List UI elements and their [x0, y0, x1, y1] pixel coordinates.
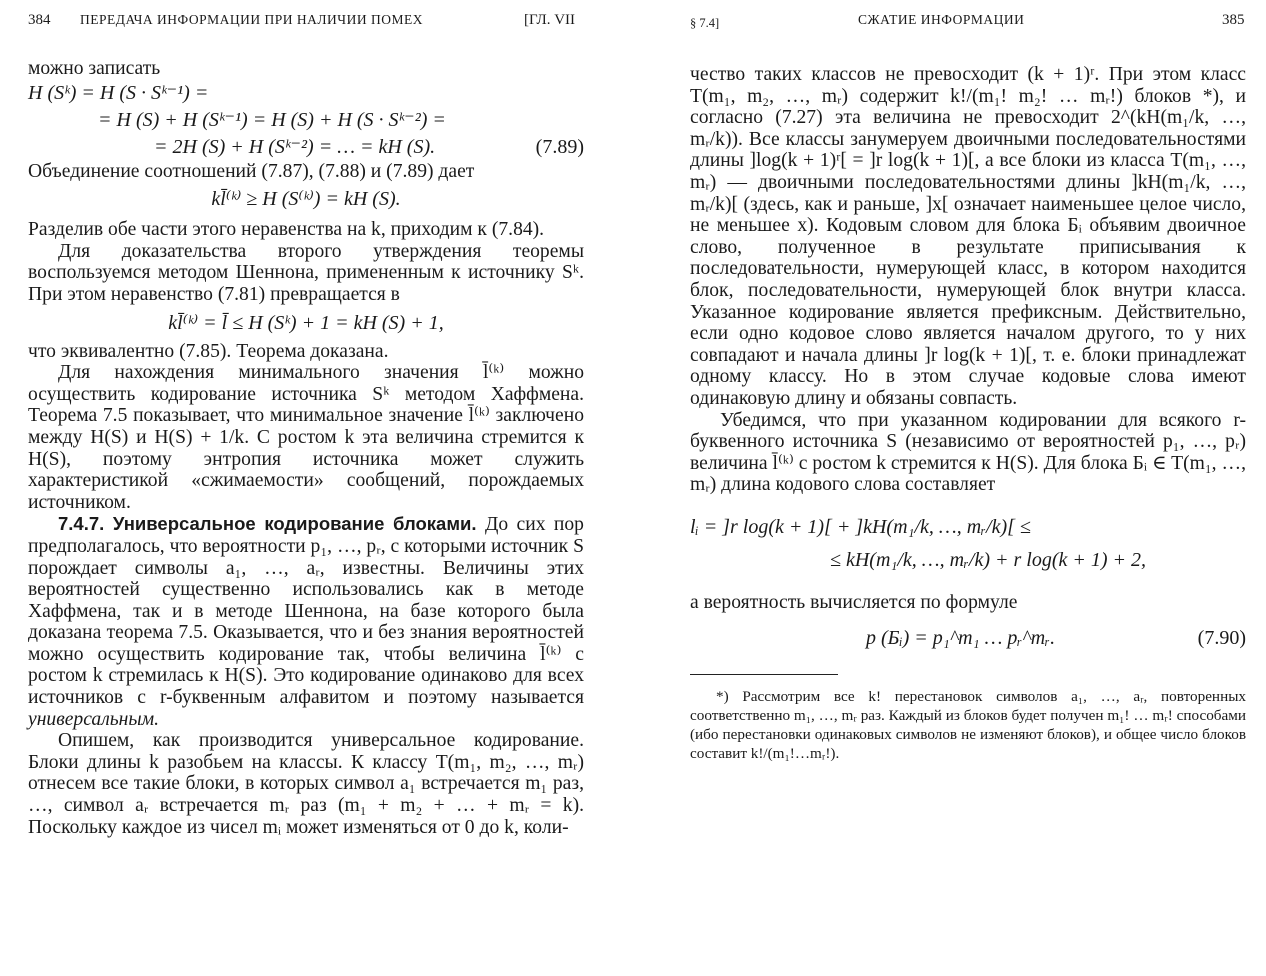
left-equation-1: H (Sᵏ) = H (S · Sᵏ⁻¹) =: [28, 81, 209, 104]
right-equation-1: lᵢ = ]r log(k + 1)[ + ]kH(m₁/k, …, mᵣ/k)[ ≤: [690, 515, 1031, 538]
spacer: [690, 496, 1246, 514]
left-page-number: 384: [28, 12, 51, 28]
right-page-number: 385: [1222, 12, 1245, 28]
right-equation-2: ≤ kH(m₁/k, …, mᵣ/k) + r log(k + 1) + 2,: [830, 548, 1147, 571]
left-page: [0, 0, 610, 976]
left-paragraph-3: Разделив обе части этого неравенства на k, приходим к (7.84).: [28, 219, 545, 241]
spacer: [690, 574, 1246, 592]
section-heading-7-4-7: 7.4.7. Универсальное кодирование блоками.: [58, 513, 477, 535]
left-chapter-label: [ГЛ. VII: [524, 12, 576, 28]
left-running-head: [0, 12, 610, 38]
left-paragraph-2: Объединение соотношений (7.87), (7.88) и (7.89) дает: [28, 160, 475, 182]
left-equation-5: kl̄⁽ᵏ⁾ = l̄ ≤ H (Sᵏ) + 1 = kH (S) + 1,: [168, 311, 444, 334]
left-equation-4: kl̄⁽ᵏ⁾ ≥ H (S⁽ᵏ⁾) = kH (S).: [211, 188, 401, 211]
footnote: *) Рассмотрим все k! перестановок символов a₁, …, aᵣ, повторенных соответственно m₁, …, mᵣ раз. Каждый из блоков будет получен m₁! … mᵣ! способами (ибо перестановки одинаковых символов не изменяют блоков), и общее число блоков составит k!/(m₁!…mᵣ!).: [690, 688, 1246, 763]
right-running-title: СЖАТИЕ ИНФОРМАЦИИ: [858, 12, 1025, 27]
equation-number-7-89: (7.89): [535, 135, 584, 158]
left-running-title: ПЕРЕДАЧА ИНФОРМАЦИИ ПРИ НАЛИЧИИ ПОМЕХ: [80, 12, 423, 27]
right-equation-3-text: p (Бᵢ) = p₁^m₁ … pᵣ^mᵣ.: [866, 627, 1056, 650]
left-paragraph-7: [28, 513, 584, 730]
left-paragraph-4: Для доказательства второго утверждения теоремы воспользуемся методом Шеннона, примененным к источнику Sᵏ. При этом неравенство (7.81) превращается в: [28, 240, 584, 305]
left-paragraph-7-text: До сих пор предполагалось, что вероятности p₁, …, pᵣ, с которыми источник S порождает символы a₁, …, aᵣ, известны. Величины этих вероятностей существенно использовались как в методе Хаффмена, так и в методе Шеннона, на базе которого была доказана теорема 7.5. Оказывается, что и без знания вероятностей можно осуществить кодирование так, чтобы величина l̄⁽ᵏ⁾ с ростом k стремилась к H(S). Это кодирование одинаково для всех источников с r-буквенным алфавитом и поэтому называется: [28, 514, 584, 709]
right-paragraph-1: чество таких классов не превосходит (k + 1)ʳ. При этом класс T(m₁, m₂, …, mᵣ) содержит k!/(m₁! m₂! … mᵣ!) блоков *), и согласно (7.27) эта величина не превосходит 2^(kH(m₁/k, …, mᵣ/k)). Все классы занумеруем двоичными последовательностями длины ]log(k + 1)ʳ[ = ]r log(k + 1)[, а все блоки из класса T(m₁, …, mᵣ) — двоичными последовательностями длины ]kH(m₁/k, …, mᵣ/k)[ (здесь, как и раньше, ]x[ означает наименьшее целое число, не меньшее x). Кодовым словом для блока Бᵢ объявим двоичное слово, полученное в результате приписывания к последовательности, нумерующей класс, в котором находится блок, последовательности, нумерующей блок внутри класса. Указанное кодирование является префиксным. Действительно, если одно кодовое слово является началом другого, то у них совпадают и начала длины ]r log(k + 1)[, т. е. блоки принадлежат одному классу. Но в этом случае кодовые слова имеют одинаковую длину и обязаны совпасть.: [690, 64, 1246, 409]
equation-number-7-90: (7.90): [1197, 627, 1246, 650]
right-running-head: [640, 12, 1266, 38]
left-equation-3: [28, 134, 584, 161]
right-body: [690, 64, 1246, 763]
left-paragraph-8: Опишем, как производится универсальное кодирование. Блоки длины k разобьем на классы. К классу T(m₁, m₂, …, mᵣ) отнесем все такие блоки, в которых символ a₁ встречается m₁ раз, …, символ aᵣ встречается mᵣ раз (m₁ + m₂ + … + mᵣ = k). Поскольку каждое из чисел mᵢ может изменяться от 0 до k, коли-: [28, 730, 584, 838]
right-page: [640, 0, 1266, 976]
right-section-label: § 7.4]: [690, 16, 720, 30]
left-paragraph-1: можно записать: [28, 58, 161, 79]
left-equation-3-text: = 2H (S) + H (Sᵏ⁻²) = … = kH (S).: [154, 135, 436, 158]
right-paragraph-2: Убедимся, что при указанном кодировании для всякого r-буквенного источника S (независимо от вероятностей p₁, …, pᵣ) величина l̄⁽ᵏ⁾ с ростом k стремится к H(S). Для блока Бᵢ ∈ T(m₁, …, mᵣ) длина кодового слова составляет: [690, 409, 1246, 496]
right-paragraph-3: а вероятность вычисляется по формуле: [690, 591, 1018, 613]
left-paragraph-5: что эквивалентно (7.85). Теорема доказана.: [28, 340, 389, 362]
left-equation-2: = H (S) + H (Sᵏ⁻¹) = H (S) + H (S · Sᵏ⁻²) =: [98, 108, 446, 131]
left-body: [28, 58, 584, 838]
right-equation-3: [690, 625, 1246, 652]
footnote-rule: [690, 674, 838, 675]
left-paragraph-7-italic: универсальным.: [28, 708, 160, 730]
left-paragraph-6: Для нахождения минимального значения l̄⁽ᵏ⁾ можно осуществить кодирование источника Sᵏ методом Хаффмена. Теорема 7.5 показывает, что минимальное значение l̄⁽ᵏ⁾ заключено между H(S) и H(S) + 1/k. С ростом k эта величина стремится к H(S), поэтому энтропия источника может служить характеристикой «сжимаемости» сообщений, порождаемых источником.: [28, 362, 584, 513]
